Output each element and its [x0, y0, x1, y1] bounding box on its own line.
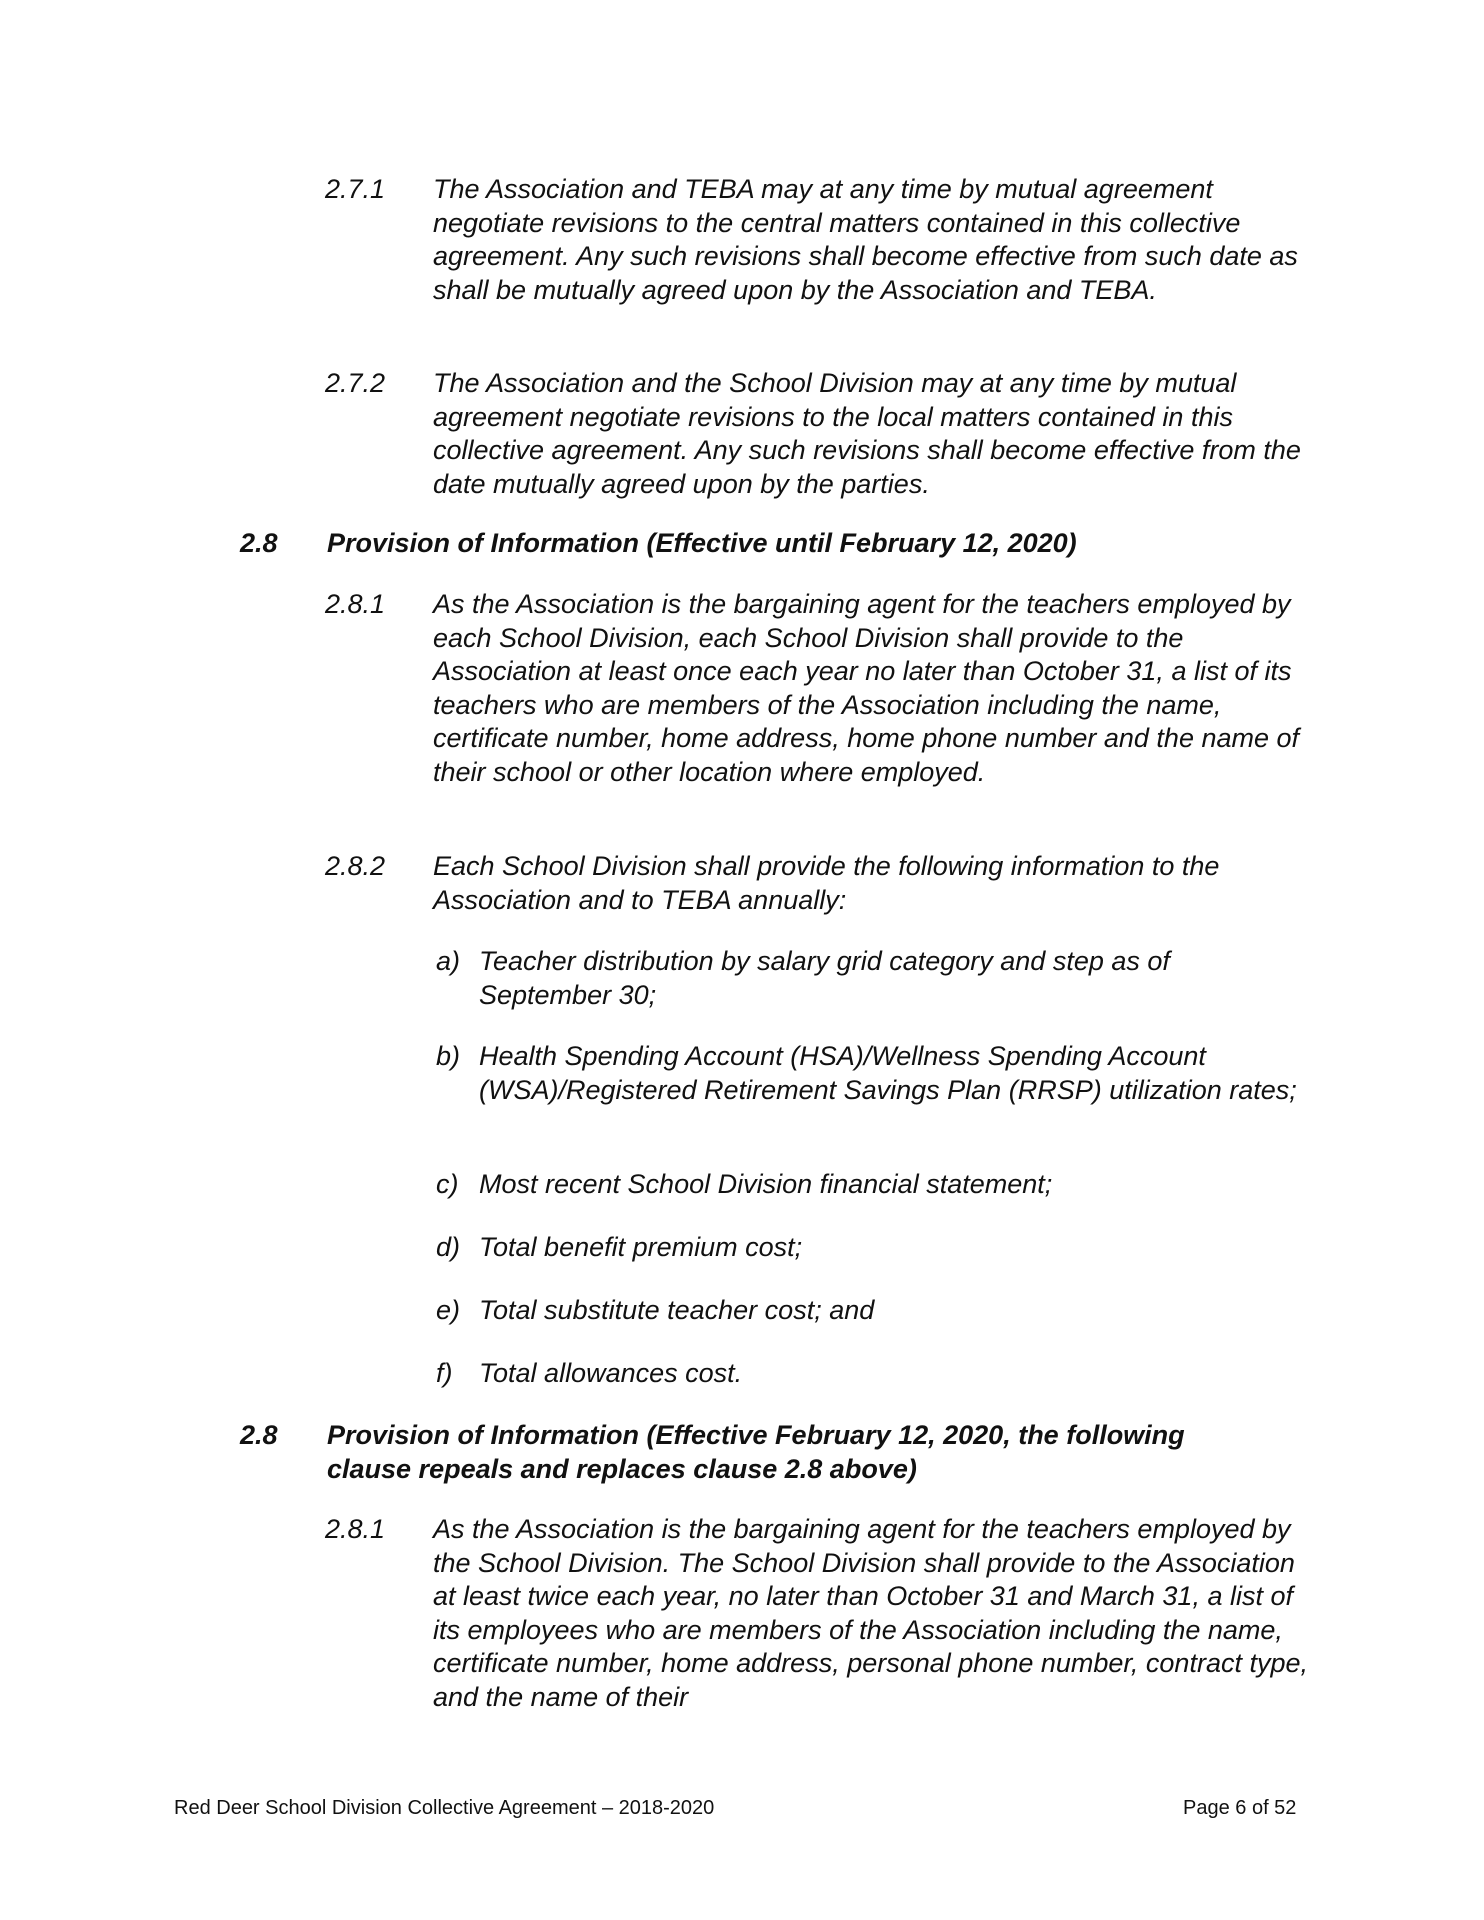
list-letter: c)	[436, 1169, 459, 1199]
clause-2-7-1	[325, 173, 1315, 343]
list-letter: f)	[436, 1358, 453, 1388]
clause-text: As the Association is the bargaining agent for the teachers employed by each School Division, each School Division shall provide to the Association at least once each year no later than October 31, a list of its teachers who are members of the Association including the name, certificate number, home address, home phone number and the name of their school or other location where employed.	[433, 589, 1300, 787]
clause-number: 2.8.1	[325, 1514, 386, 1544]
list-item-d	[436, 1231, 1316, 1265]
clause-text: The Association and TEBA may at any time by mutual agreement negotiate revisions to the central matters contained in this collective agreement. Any such revisions shall become effective from such date as shall be mutually agreed upon by the Association and TEBA.	[433, 174, 1298, 305]
clause-2-7-2	[325, 367, 1315, 507]
footer-title: Red Deer School Division Collective Agreement – 2018-2020	[174, 1797, 715, 1819]
section-heading-2-8	[240, 527, 1320, 561]
list-item-e	[436, 1294, 1316, 1328]
list-letter: b)	[436, 1041, 461, 1071]
clause-number: 2.8.1	[325, 589, 386, 619]
clause-2-8-1	[325, 588, 1315, 828]
list-item-b	[436, 1040, 1316, 1145]
list-item-c	[436, 1168, 1316, 1202]
clause-number: 2.7.2	[325, 368, 386, 398]
list-text: Total allowances cost.	[479, 1358, 743, 1388]
list-text: Health Spending Account (HSA)/Wellness Spending Account (WSA)/Registered Retirement Savings Plan (RRSP) utilization rates;	[479, 1041, 1297, 1105]
clause-number: 2.7.1	[325, 174, 386, 204]
list-letter: a)	[436, 946, 461, 976]
list-letter: e)	[436, 1295, 461, 1325]
clause-text: As the Association is the bargaining agent for the teachers employed by the School Division. The School Division shall provide to the Association at least twice each year, no later than October 31 and March 31, a list of its employees who are members of the Association including the name, certificate number, home address, personal phone number, contract type, and the name of their	[433, 1514, 1308, 1712]
section-heading-2-8-replacement	[240, 1419, 1320, 1487]
list-item-a	[436, 945, 1316, 1015]
list-text: Most recent School Division financial statement;	[479, 1169, 1053, 1199]
list-text: Total substitute teacher cost; and	[479, 1295, 875, 1325]
clause-number: 2.8.2	[325, 851, 386, 881]
list-item-f	[436, 1357, 1316, 1391]
clause-text: The Association and the School Division may at any time by mutual agreement negotiate revisions to the local matters contained in this collective agreement. Any such revisions shall become effective from the date mutually agreed upon by the parties.	[433, 368, 1301, 499]
clause-2-8-1-replacement	[325, 1513, 1325, 1718]
list-text: Teacher distribution by salary grid category and step as of September 30;	[479, 946, 1170, 1010]
list-text: Total benefit premium cost;	[479, 1232, 803, 1262]
list-letter: d)	[436, 1232, 461, 1262]
footer-page-number: Page 6 of 52	[1183, 1797, 1297, 1819]
section-number: 2.8	[240, 528, 278, 558]
section-number: 2.8	[240, 1420, 278, 1450]
section-title: Provision of Information (Effective February 12, 2020, the following clause repeals and replaces clause 2.8 above)	[327, 1420, 1185, 1484]
clause-text: Each School Division shall provide the following information to the Association and to TEBA annually:	[433, 851, 1220, 915]
section-title: Provision of Information (Effective until February 12, 2020)	[327, 528, 1077, 558]
clause-2-8-2	[325, 850, 1315, 920]
